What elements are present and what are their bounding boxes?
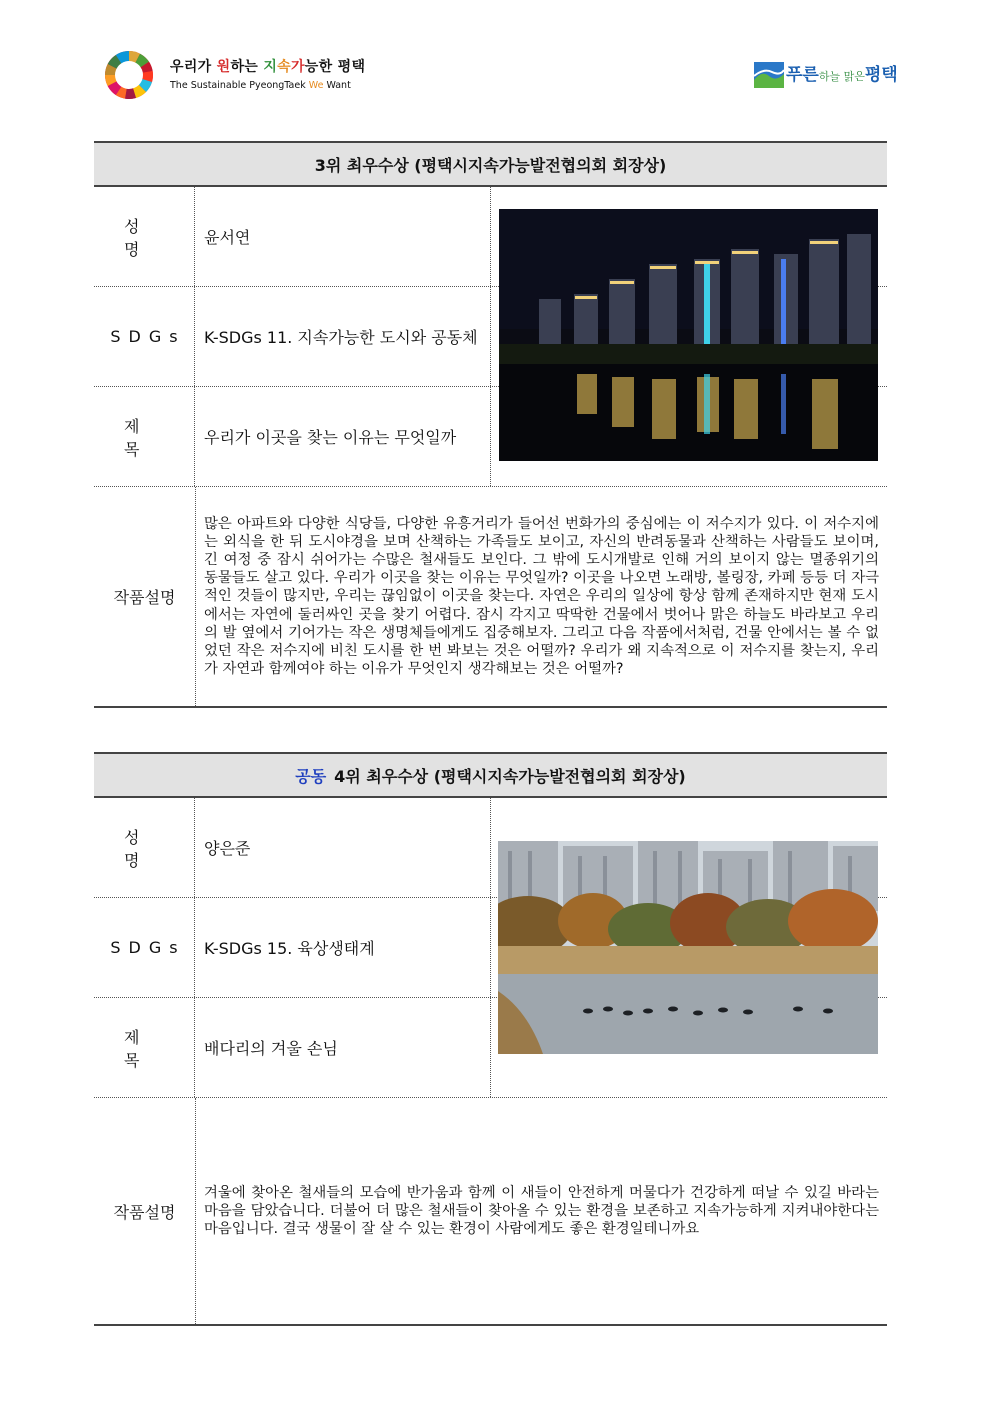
work-description: 겨울에 찾아온 철새들의 모습에 반가움과 함께 이 새들이 안전하게 머물다가 건강하게 떠날 수 있길 바라는 마음을 담았습니다. 더불어 더 많은 철새들이 찾아올 수 있는 환경을 보존하고 지속가능하게 지켜내야한다는 마음입니다. 결국 생물이 잘 살 수 있는 환경이 사람에게도 좋은 환경일테니까요	[204, 1184, 879, 1238]
description-label: 작품설명	[94, 487, 196, 706]
pyeongtaek-city-logo	[754, 58, 898, 92]
slogan-text: 우리가	[170, 59, 217, 75]
slogan-text: The Sustainable PyeongTaek	[170, 80, 309, 91]
description-label: 작품설명	[94, 1098, 196, 1324]
photo-cell	[490, 187, 888, 486]
page-header	[104, 50, 898, 106]
night-reservoir-photo	[499, 209, 878, 461]
sdg-label: SDGs	[94, 898, 195, 997]
sdg-wheel-icon	[104, 50, 154, 100]
name-label: 성명	[94, 187, 195, 286]
work-title: 우리가 이곳을 찾는 이유는 무엇일까	[204, 428, 457, 447]
sdg-label: SDGs	[94, 287, 195, 386]
city-logo-main: 푸른	[786, 65, 819, 85]
slogan-english	[170, 80, 365, 91]
author-name: 양은준	[204, 839, 251, 858]
award-section-2	[94, 752, 887, 1326]
award-title	[94, 141, 887, 187]
slogan-text: We	[308, 80, 324, 91]
winter-birds-photo	[498, 841, 878, 1054]
award-section-1	[94, 141, 887, 708]
city-logo-small: 하늘 맑은	[818, 70, 865, 83]
award-table	[94, 187, 887, 708]
slogan-text: 지	[263, 59, 278, 75]
title-label: 제목	[94, 998, 195, 1097]
slogan-text: 능한 평택	[304, 59, 366, 75]
award-title-text: 4위 최우수상 (평택시지속가능발전협의회 회장상)	[334, 766, 686, 786]
slogan-text: 하는	[230, 59, 264, 75]
city-logo-mark-icon	[754, 62, 784, 88]
author-name: 윤서연	[204, 228, 251, 247]
slogan-text: 원	[216, 59, 231, 75]
photo-cell	[490, 798, 888, 1097]
name-label: 성명	[94, 798, 195, 897]
description-row	[94, 1098, 887, 1326]
sdg-goal: K-SDGs 11. 지속가능한 도시와 공동체	[204, 328, 478, 347]
title-label: 제목	[94, 387, 195, 486]
sdg-goal: K-SDGs 15. 육상생태계	[204, 939, 375, 958]
city-logo-text	[786, 60, 898, 85]
work-title: 배다리의 겨울 손님	[204, 1039, 338, 1058]
slogan-text: 가	[290, 59, 305, 75]
award-title-prefix: 공동	[295, 766, 327, 786]
award-table	[94, 798, 887, 1326]
work-description: 많은 아파트와 다양한 식당들, 다양한 유흥거리가 들어선 번화가의 중심에는 이 저수지가 있다. 이 저수지에는 외식을 한 뒤 도시야경을 보며 산책하는 가족들도 보이고, 자신의 반려동물과 산책하는 사람들도 보이며, 긴 여정 중 잠시 쉬어가는 수많은 철새들도 보인다. 그 밖에 도시개발로 인해 거의 보이지 않는 멸종위기의 동물들도 살고 있다. 우리가 이곳을 찾는 이유는 무엇일까? 이곳을 나오면 노래방, 볼링장, 카페 등등 더 자극적인 것들이 많지만, 우리는 끊임없이 이곳을 찾는다. 자연은 우리의 일상에 항상 함께 존재하지만 현재 도시에서는 자연에 둘러싸인 곳을 찾기 어렵다. 잠시 각지고 딱딱한 건물에서 벗어나 맑은 하늘도 바라보고 우리의 발 옆에서 기어가는 작은 생명체들에게도 집중해보자. 그리고 다음 작품에서처럼, 건물 안에서는 볼 수 없었던 작은 저수지에 비친 도시를 한 번 봐보는 것은 어떨까? 우리가 왜 지속적으로 이 저수지를 찾는지, 우리가 자연과 함께여야 하는 이유가 무엇인지 생각해보는 것은 어떨까?	[204, 515, 879, 678]
slogan	[170, 56, 365, 91]
description-row	[94, 487, 887, 708]
award-title	[94, 752, 887, 798]
city-logo-city: 평택	[864, 65, 898, 85]
slogan-text: Want	[323, 80, 351, 91]
slogan-korean	[170, 56, 365, 76]
award-title-text: 3위 최우수상 (평택시지속가능발전협의회 회장상)	[314, 155, 667, 175]
slogan-text: 속	[277, 59, 291, 75]
